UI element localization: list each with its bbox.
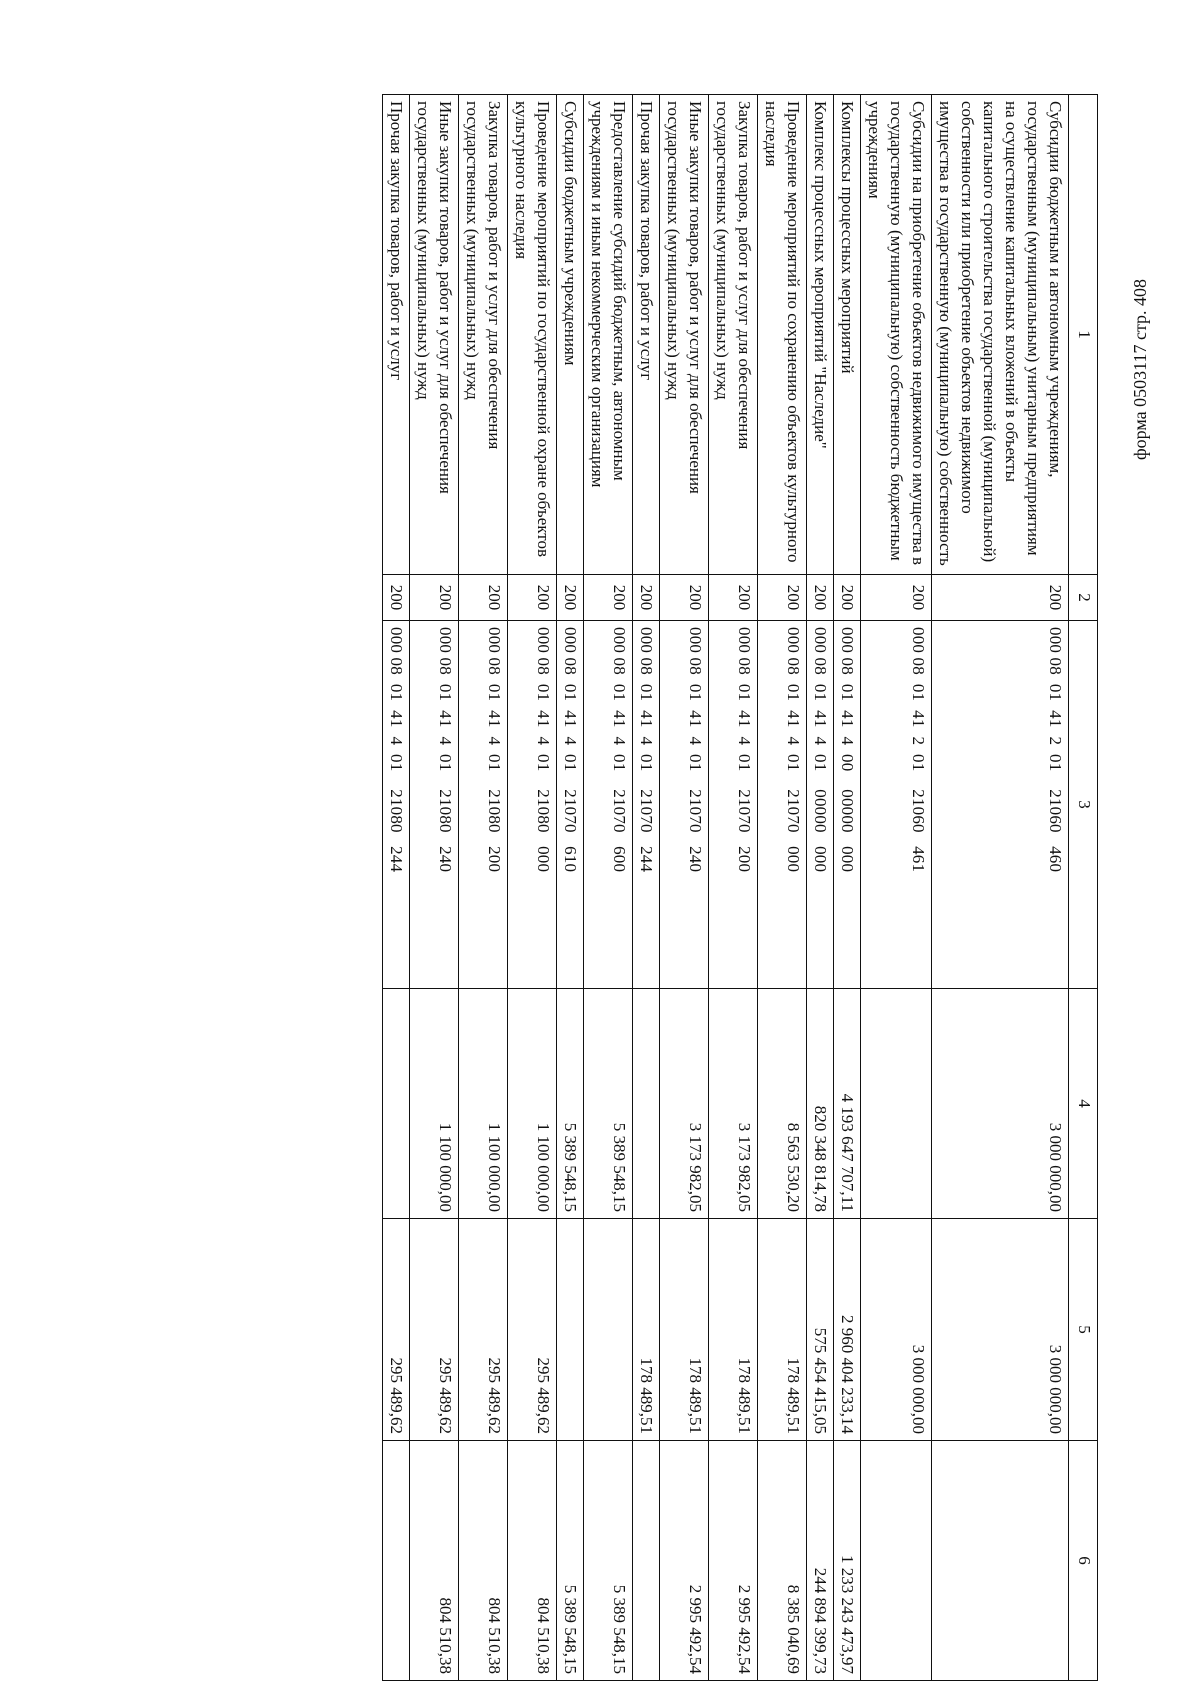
table-row: [410, 95, 459, 1681]
executed-amount-cell: 178 489,51: [758, 1219, 807, 1441]
row-name-cell: Иные закупки товаров, работ и услуг для обеспечения государственных (муниципальных) нужд: [660, 95, 709, 575]
table-row: [660, 95, 709, 1681]
table-row: [861, 95, 932, 1681]
unexecuted-amount-cell: 5 389 548,15: [584, 1441, 633, 1681]
row-name-cell: Проведение мероприятий по сохранению объектов культурного наследия: [758, 95, 807, 575]
budget-classification-code-cell: 000 08 01 41 4 01 21070 000: [758, 621, 807, 989]
column-header: 6: [1069, 1441, 1098, 1681]
table-row: [807, 95, 834, 1681]
row-name-cell: Комплекс процессных мероприятий "Наследие": [807, 95, 834, 575]
unexecuted-amount-cell: 2 995 492,54: [660, 1441, 709, 1681]
table-row: [834, 95, 861, 1681]
executed-amount-cell: 295 489,62: [459, 1219, 508, 1441]
approved-amount-cell: 5 389 548,15: [557, 989, 584, 1219]
budget-classification-code-cell: 000 08 01 41 4 01 21080 000: [508, 621, 557, 989]
executed-amount-cell: 575 454 415,05: [807, 1219, 834, 1441]
unexecuted-amount-cell: 1 233 243 473,97: [834, 1441, 861, 1681]
approved-amount-cell: 4 193 647 707,11: [834, 989, 861, 1219]
column-header: 4: [1069, 989, 1098, 1219]
column-header: 3: [1069, 621, 1098, 989]
row-name-cell: Субсидии бюджетным и автономным учреждениям, государственным (муниципальным) унитарным предприятиям на осуществление капитальных вложений в объекты капитального строительства государственной (муниципальной) собственности или приобретение объектов недвижимого имущества в государственную (муниципальную) собственность: [932, 95, 1069, 575]
line-code-cell: 200: [758, 575, 807, 621]
table-row: [557, 95, 584, 1681]
table-row: [709, 95, 758, 1681]
executed-amount-cell: 295 489,62: [508, 1219, 557, 1441]
line-code-cell: 200: [557, 575, 584, 621]
row-name-cell: Иные закупки товаров, работ и услуг для обеспечения государственных (муниципальных) нужд: [410, 95, 459, 575]
row-name-cell: Закупка товаров, работ и услуг для обеспечения государственных (муниципальных) нужд: [709, 95, 758, 575]
approved-amount-cell: 1 100 000,00: [410, 989, 459, 1219]
line-code-cell: 200: [709, 575, 758, 621]
unexecuted-amount-cell: 804 510,38: [508, 1441, 557, 1681]
row-name-cell: Субсидии бюджетным учреждениям: [557, 95, 584, 575]
line-code-cell: 200: [861, 575, 932, 621]
table-row: [508, 95, 557, 1681]
row-name-cell: Прочая закупка товаров, работ и услуг: [383, 95, 410, 575]
executed-amount-cell: 178 489,51: [709, 1219, 758, 1441]
row-name-cell: Комплексы процессных мероприятий: [834, 95, 861, 575]
column-header: 1: [1069, 95, 1098, 575]
executed-amount-cell: 3 000 000,00: [932, 1219, 1069, 1441]
unexecuted-amount-cell: [861, 1441, 932, 1681]
approved-amount-cell: 1 100 000,00: [508, 989, 557, 1219]
executed-amount-cell: 2 960 404 233,14: [834, 1219, 861, 1441]
unexecuted-amount-cell: 5 389 548,15: [557, 1441, 584, 1681]
approved-amount-cell: 1 100 000,00: [459, 989, 508, 1219]
executed-amount-cell: [584, 1219, 633, 1441]
line-code-cell: 200: [508, 575, 557, 621]
unexecuted-amount-cell: 244 894 399,73: [807, 1441, 834, 1681]
budget-classification-code-cell: 000 08 01 41 4 01 00000 000: [807, 621, 834, 989]
line-code-cell: 200: [834, 575, 861, 621]
table-row: [932, 95, 1069, 1681]
budget-classification-code-cell: 000 08 01 41 4 01 21070 600: [584, 621, 633, 989]
unexecuted-amount-cell: 804 510,38: [459, 1441, 508, 1681]
approved-amount-cell: [383, 989, 410, 1219]
budget-classification-code-cell: 000 08 01 41 4 01 21070 244: [633, 621, 660, 989]
table-row: [383, 95, 410, 1681]
table-row: [584, 95, 633, 1681]
executed-amount-cell: 3 000 000,00: [861, 1219, 932, 1441]
approved-amount-cell: 820 348 814,78: [807, 989, 834, 1219]
unexecuted-amount-cell: [633, 1441, 660, 1681]
executed-amount-cell: 295 489,62: [383, 1219, 410, 1441]
executed-amount-cell: 295 489,62: [410, 1219, 459, 1441]
table-row: [758, 95, 807, 1681]
executed-amount-cell: 178 489,51: [633, 1219, 660, 1441]
budget-execution-table: [382, 94, 1098, 1681]
budget-classification-code-cell: 000 08 01 41 4 00 00000 000: [834, 621, 861, 989]
unexecuted-amount-cell: 8 385 040,69: [758, 1441, 807, 1681]
approved-amount-cell: 3 173 982,05: [709, 989, 758, 1219]
approved-amount-cell: 5 389 548,15: [584, 989, 633, 1219]
budget-classification-code-cell: 000 08 01 41 4 01 21080 244: [383, 621, 410, 989]
approved-amount-cell: [861, 989, 932, 1219]
row-name-cell: Предоставление субсидий бюджетным, автономным учреждениям и иным некоммерческим организациям: [584, 95, 633, 575]
column-header: 5: [1069, 1219, 1098, 1441]
rotated-table-container: [120, 94, 1098, 1680]
line-code-cell: 200: [383, 575, 410, 621]
budget-classification-code-cell: 000 08 01 41 4 01 21080 240: [410, 621, 459, 989]
column-header: 2: [1069, 575, 1098, 621]
approved-amount-cell: [633, 989, 660, 1219]
line-code-cell: 200: [807, 575, 834, 621]
row-name-cell: Прочая закупка товаров, работ и услуг: [633, 95, 660, 575]
budget-classification-code-cell: 000 08 01 41 4 01 21080 200: [459, 621, 508, 989]
form-number-label: форма 0503117 стр. 408: [1130, 278, 1150, 460]
table-body: [383, 95, 1069, 1681]
table-row: [459, 95, 508, 1681]
unexecuted-amount-cell: 804 510,38: [410, 1441, 459, 1681]
row-name-cell: Закупка товаров, работ и услуг для обеспечения государственных (муниципальных) нужд: [459, 95, 508, 575]
row-name-cell: Проведение мероприятий по государственной охране объектов культурного наследия: [508, 95, 557, 575]
unexecuted-amount-cell: 2 995 492,54: [709, 1441, 758, 1681]
line-code-cell: 200: [660, 575, 709, 621]
approved-amount-cell: 3 000 000,00: [932, 989, 1069, 1219]
line-code-cell: 200: [633, 575, 660, 621]
approved-amount-cell: 3 173 982,05: [660, 989, 709, 1219]
approved-amount-cell: 8 563 530,20: [758, 989, 807, 1219]
budget-classification-code-cell: 000 08 01 41 4 01 21070 240: [660, 621, 709, 989]
executed-amount-cell: [557, 1219, 584, 1441]
column-number-row: [1069, 95, 1098, 1681]
line-code-cell: 200: [459, 575, 508, 621]
line-code-cell: 200: [410, 575, 459, 621]
row-name-cell: Субсидии на приобретение объектов недвижимого имущества в государственную (муниципальную) собственность бюджетным учреждениям: [861, 95, 932, 575]
budget-classification-code-cell: 000 08 01 41 2 01 21060 461: [861, 621, 932, 989]
budget-classification-code-cell: 000 08 01 41 4 01 21070 200: [709, 621, 758, 989]
budget-classification-code-cell: 000 08 01 41 2 01 21060 460: [932, 621, 1069, 989]
budget-classification-code-cell: 000 08 01 41 4 01 21070 610: [557, 621, 584, 989]
line-code-cell: 200: [932, 575, 1069, 621]
table-row: [633, 95, 660, 1681]
unexecuted-amount-cell: [932, 1441, 1069, 1681]
unexecuted-amount-cell: [383, 1441, 410, 1681]
line-code-cell: 200: [584, 575, 633, 621]
executed-amount-cell: 178 489,51: [660, 1219, 709, 1441]
